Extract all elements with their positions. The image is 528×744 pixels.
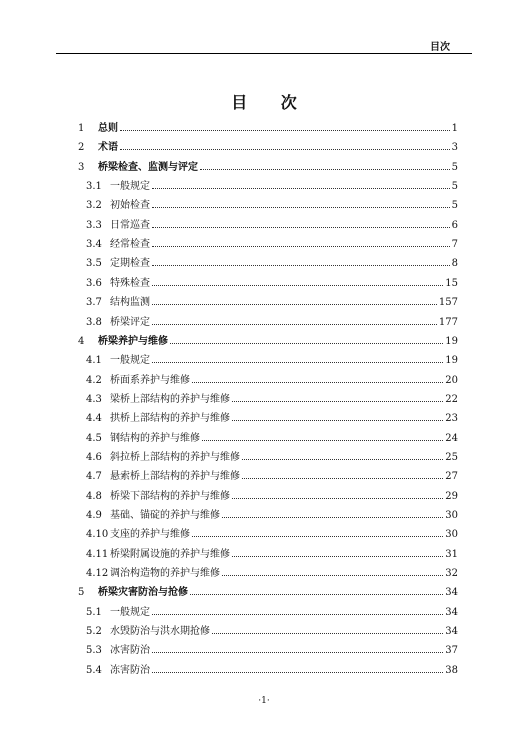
toc-entry-number: 5.4 <box>86 664 102 676</box>
toc-entry-page: 34 <box>445 626 458 638</box>
toc-entry[interactable] <box>86 527 458 541</box>
toc-entry-number: 4.3 <box>86 393 102 405</box>
dot-leader <box>152 276 443 286</box>
dot-leader <box>190 585 443 595</box>
toc-entry-title: 基础、锚碇的养护与维修 <box>110 510 220 521</box>
toc-entry-title: 冰害防治 <box>110 645 150 657</box>
toc-entry[interactable] <box>78 121 458 135</box>
header-divider <box>56 53 472 54</box>
toc-entry-page: 3 <box>451 142 458 154</box>
dot-leader <box>232 411 443 421</box>
toc-entry[interactable] <box>86 431 458 445</box>
dot-leader <box>202 431 443 441</box>
toc-entry-page: 25 <box>445 451 458 463</box>
toc-entry-page: 8 <box>451 258 458 270</box>
toc-entry-title: 术语 <box>98 142 118 154</box>
toc-entry-title: 水毁防治与洪水期抢修 <box>110 626 210 638</box>
toc-entry-page: 177 <box>438 316 458 328</box>
dot-leader <box>232 392 443 402</box>
toc-entry-page: 38 <box>445 664 458 676</box>
toc-entry-page: 157 <box>438 297 458 309</box>
dot-leader <box>152 295 437 305</box>
toc-entry[interactable] <box>78 160 458 174</box>
dot-leader <box>152 198 450 208</box>
toc-entry-title: 桥梁灾害防治与抢修 <box>98 587 188 599</box>
toc-entry[interactable] <box>86 237 458 251</box>
toc-entry[interactable] <box>86 276 458 290</box>
toc-entry-page: 30 <box>445 529 458 541</box>
toc-entry-page: 5 <box>451 200 458 212</box>
toc-entry-number: 4.7 <box>86 471 102 483</box>
toc-entry-number: 4.2 <box>86 374 102 386</box>
toc-entry-title: 桥梁养护与维修 <box>98 335 168 347</box>
toc-entry-number: 3.4 <box>86 239 102 251</box>
toc-entry[interactable] <box>86 469 458 483</box>
toc-entry-title: 梁桥上部结构的养护与维修 <box>110 393 230 405</box>
toc-entry-page: 5 <box>451 181 458 193</box>
toc-entry[interactable] <box>78 334 458 348</box>
toc-entry[interactable] <box>86 392 458 406</box>
toc-entry[interactable] <box>86 508 458 522</box>
toc-entry-page: 34 <box>445 606 458 618</box>
toc-entry-number: 3.7 <box>86 297 102 309</box>
toc-entry-number: 4.12 <box>86 568 109 580</box>
toc-entry-number: 3.8 <box>86 316 102 328</box>
dot-leader <box>152 256 450 266</box>
toc-entry-title: 桥梁附属设施的养护与维修 <box>110 548 230 560</box>
toc-title: 目 次 <box>231 93 311 112</box>
toc-entry-number: 5.2 <box>86 626 102 638</box>
dot-leader <box>152 605 443 615</box>
toc-entry-number: 3.5 <box>86 258 102 270</box>
toc-entry[interactable] <box>86 605 458 619</box>
toc-entry-page: 24 <box>445 432 458 444</box>
toc-entry[interactable] <box>86 353 458 367</box>
toc-entry-title: 特殊检查 <box>110 277 150 289</box>
toc-entry[interactable] <box>86 547 458 561</box>
toc-entry-number: 4.11 <box>86 548 109 560</box>
toc-entry[interactable] <box>86 643 458 657</box>
toc-entry-page: 15 <box>445 277 458 289</box>
toc-entry-page: 6 <box>451 219 458 231</box>
toc-entry-number: 3 <box>78 161 85 173</box>
dot-leader <box>152 353 443 363</box>
dot-leader <box>152 237 450 247</box>
toc-entry-number: 4.10 <box>86 529 109 541</box>
toc-entry-number: 3.1 <box>86 181 102 193</box>
toc-entry-page: 20 <box>445 374 458 386</box>
dot-leader <box>200 160 450 170</box>
toc-entry-title: 一般规定 <box>110 355 150 367</box>
toc-entry-number: 4.4 <box>86 413 102 425</box>
dot-leader <box>152 663 443 673</box>
page-number: ·1· <box>258 696 270 706</box>
dot-leader <box>222 508 443 518</box>
toc-entry-page: 34 <box>445 587 458 599</box>
toc-entry-number: 1 <box>78 123 85 134</box>
toc-entry[interactable] <box>86 218 458 232</box>
dot-leader <box>192 527 443 537</box>
toc-entry-page: 19 <box>445 355 458 367</box>
toc-entry-title: 桥面系养护与维修 <box>110 374 190 386</box>
toc-entry-page: 31 <box>445 548 458 560</box>
toc-entry[interactable] <box>78 140 458 154</box>
dot-leader <box>170 334 443 344</box>
toc-entry-title: 经常检查 <box>110 239 150 251</box>
toc-entry-number: 4.1 <box>86 355 102 367</box>
toc-entry[interactable] <box>86 624 458 638</box>
dot-leader <box>152 643 443 653</box>
dot-leader <box>152 315 437 325</box>
toc-entry-page: 23 <box>445 413 458 425</box>
toc-entry-title: 一般规定 <box>110 181 150 193</box>
toc-entry-number: 3.6 <box>86 277 102 289</box>
toc-entry[interactable] <box>86 179 458 193</box>
toc-entry[interactable] <box>86 373 458 387</box>
toc-entry-title: 拱桥上部结构的养护与维修 <box>110 413 230 425</box>
toc-entry-title: 冻害防治 <box>110 664 150 676</box>
dot-leader <box>232 547 443 557</box>
dot-leader <box>152 179 450 189</box>
toc-entry-number: 4.9 <box>86 510 102 521</box>
toc-entry-page: 1 <box>451 123 458 134</box>
toc-entry-number: 4.5 <box>86 432 102 444</box>
toc-entry[interactable] <box>86 315 458 329</box>
dot-leader <box>152 218 450 228</box>
dot-leader <box>120 121 450 131</box>
toc-entry-page: 32 <box>445 568 458 580</box>
toc-entry-title: 一般规定 <box>110 606 150 618</box>
toc-entry[interactable] <box>86 256 458 270</box>
toc-entry-number: 3.2 <box>86 200 102 212</box>
dot-leader <box>212 624 443 634</box>
dot-leader <box>232 489 443 499</box>
toc-entry-number: 5 <box>78 587 85 599</box>
toc-entry-page: 5 <box>451 161 458 173</box>
dot-leader <box>192 373 443 383</box>
toc-entry-page: 30 <box>445 510 458 521</box>
toc-entry[interactable] <box>86 489 458 503</box>
toc-entry-title: 桥梁检查、监测与评定 <box>98 161 198 173</box>
toc-entry-number: 4.8 <box>86 490 102 502</box>
toc-entry-page: 37 <box>445 645 458 657</box>
toc-entry-page: 27 <box>445 471 458 483</box>
toc-entry[interactable] <box>86 566 458 580</box>
toc-entry[interactable] <box>86 411 458 425</box>
toc-entry-title: 日常巡查 <box>110 219 150 231</box>
toc-entry[interactable] <box>86 198 458 212</box>
toc-entry-title: 结构监测 <box>110 297 150 309</box>
toc-entry-title: 钢结构的养护与维修 <box>110 432 200 444</box>
toc-entry-title: 悬索桥上部结构的养护与维修 <box>110 471 240 483</box>
toc-entry-page: 19 <box>445 335 458 347</box>
dot-leader <box>120 140 450 150</box>
dot-leader <box>242 450 443 460</box>
toc-entry-page: 29 <box>445 490 458 502</box>
toc-entry-page: 7 <box>451 239 458 251</box>
toc-entry-number: 4.6 <box>86 451 102 463</box>
toc-entry-title: 斜拉桥上部结构的养护与维修 <box>110 451 240 463</box>
toc-entry-title: 桥梁下部结构的养护与维修 <box>110 490 230 502</box>
toc-entry-title: 调治构造物的养护与维修 <box>110 568 220 580</box>
toc-entry-number: 5.3 <box>86 645 102 657</box>
toc-entry[interactable] <box>86 450 458 464</box>
toc-entry[interactable] <box>86 295 458 309</box>
toc-entry-number: 3.3 <box>86 219 102 231</box>
toc-entry-number: 2 <box>78 142 85 154</box>
toc-entry-page: 22 <box>445 393 458 405</box>
dot-leader <box>222 566 443 576</box>
toc-entry[interactable] <box>78 585 458 599</box>
toc-entry-title: 初始检查 <box>110 200 150 212</box>
toc-entry[interactable] <box>86 663 458 677</box>
dot-leader <box>242 469 443 479</box>
toc-entry-title: 总则 <box>98 123 118 134</box>
toc-entry-number: 5.1 <box>86 606 102 618</box>
toc-entry-title: 桥梁评定 <box>110 316 150 328</box>
toc-entry-title: 支座的养护与维修 <box>110 529 190 541</box>
running-header: 目次 <box>430 42 450 53</box>
toc-entry-title: 定期检查 <box>110 258 150 270</box>
toc-entry-number: 4 <box>78 335 85 347</box>
